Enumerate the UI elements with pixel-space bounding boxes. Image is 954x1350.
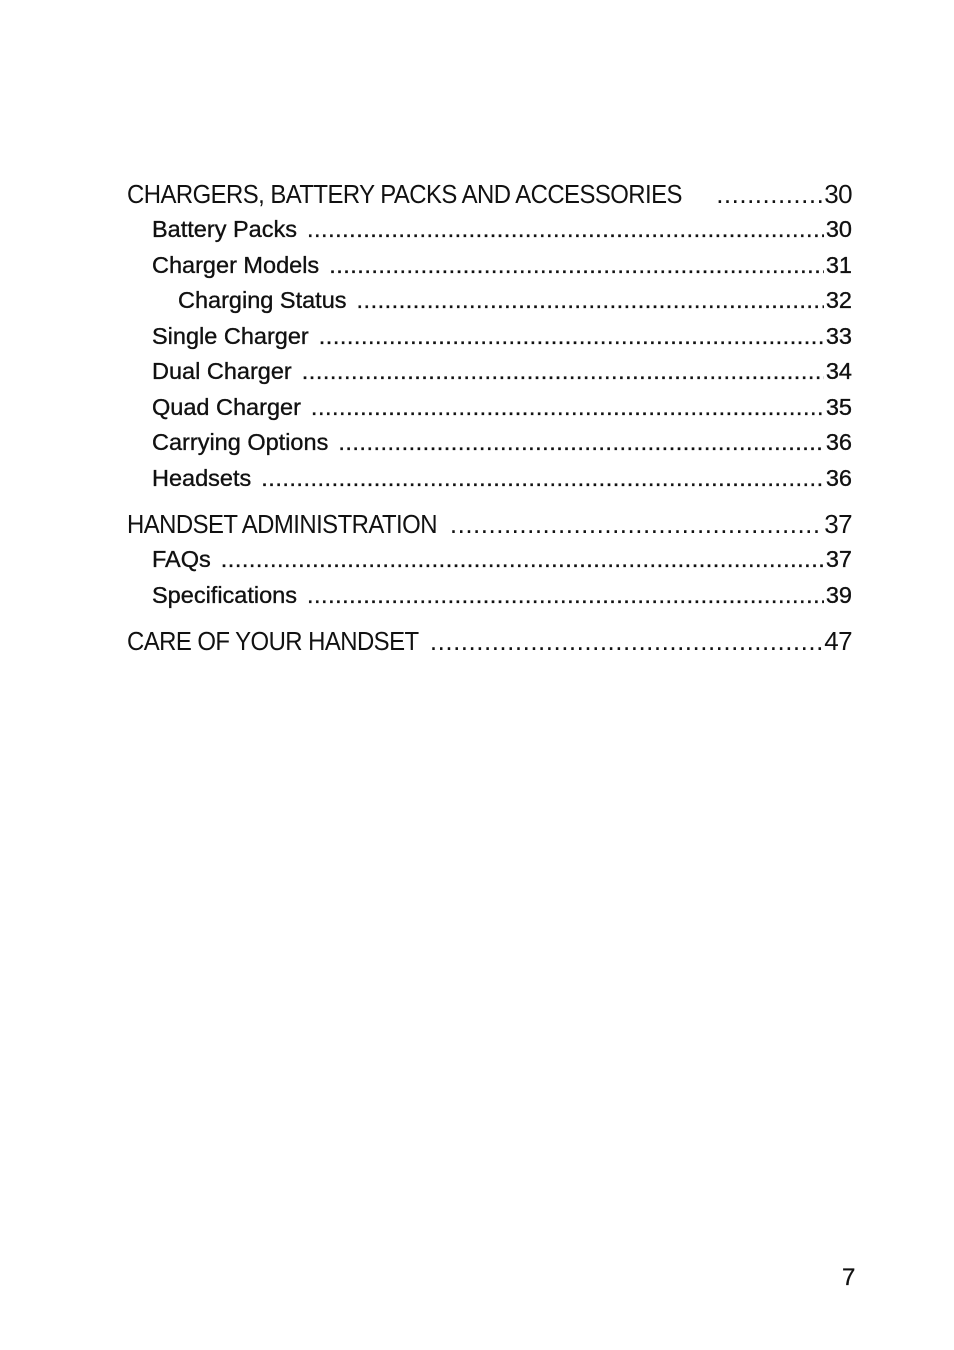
toc-entry-page: 37	[824, 509, 852, 539]
toc-leader-dots	[430, 623, 822, 659]
toc-entry-quad-charger[interactable]	[127, 390, 852, 426]
toc-entry-page: 47	[824, 626, 852, 656]
toc-entry-page: 36	[825, 429, 852, 455]
toc-entry-page: 31	[825, 251, 852, 278]
toc-leader-dots	[307, 578, 824, 614]
toc-leader-dots	[302, 354, 824, 390]
toc-entry-title: HANDSET ADMINISTRATION	[127, 509, 437, 539]
toc-leader-dots	[357, 283, 824, 319]
toc-entry-title: Battery Packs	[152, 216, 297, 242]
toc-entry-title: Charger Models	[152, 251, 320, 278]
toc-leader-dots	[261, 461, 824, 497]
toc-entry-title: Specifications	[152, 581, 297, 608]
table-of-contents	[127, 176, 852, 659]
toc-entry-page: 33	[825, 322, 852, 349]
toc-leader-dots	[450, 506, 822, 542]
toc-leader-dots	[307, 212, 824, 248]
toc-entry-specifications[interactable]	[127, 578, 852, 614]
toc-entry-title: Dual Charger	[152, 358, 292, 384]
toc-entry-page: 36	[825, 464, 852, 491]
toc-entry-title: CHARGERS, BATTERY PACKS AND ACCESSORIES	[127, 179, 682, 209]
toc-leader-dots	[329, 248, 824, 284]
toc-leader-dots	[311, 390, 824, 426]
toc-entry-handset-administration[interactable]	[127, 506, 852, 542]
toc-entry-page: 35	[825, 393, 852, 420]
page-number: 7	[842, 1264, 856, 1291]
toc-entry-title: Quad Charger	[152, 393, 301, 420]
toc-entry-dual-charger[interactable]	[127, 354, 852, 390]
toc-entry-page: 30	[825, 216, 852, 242]
toc-leader-dots	[221, 542, 824, 578]
toc-entry-chargers[interactable]	[127, 176, 852, 212]
toc-entry-headsets[interactable]	[127, 461, 852, 497]
toc-entry-battery-packs[interactable]	[127, 212, 852, 248]
toc-entry-faqs[interactable]	[127, 542, 852, 578]
toc-leader-dots	[716, 176, 822, 212]
toc-entry-title: FAQs	[152, 546, 211, 572]
toc-entry-title: Single Charger	[152, 322, 309, 349]
toc-leader-dots	[338, 425, 824, 461]
toc-entry-page: 34	[825, 358, 852, 384]
toc-entry-title: CARE OF YOUR HANDSET	[127, 626, 419, 656]
toc-entry-title: Charging Status	[178, 287, 347, 313]
toc-entry-page: 37	[825, 546, 852, 572]
toc-entry-page: 32	[825, 287, 852, 313]
toc-entry-charger-models[interactable]	[127, 248, 852, 284]
toc-entry-title: Headsets	[152, 464, 252, 491]
toc-entry-charging-status[interactable]	[127, 283, 852, 319]
toc-entry-carrying-options[interactable]	[127, 425, 852, 461]
toc-entry-care-of-your-handset[interactable]	[127, 623, 852, 659]
toc-leader-dots	[319, 319, 824, 355]
toc-entry-page: 30	[824, 179, 852, 209]
toc-entry-single-charger[interactable]	[127, 319, 852, 355]
toc-entry-page: 39	[825, 581, 852, 608]
toc-entry-title: Carrying Options	[152, 429, 329, 455]
